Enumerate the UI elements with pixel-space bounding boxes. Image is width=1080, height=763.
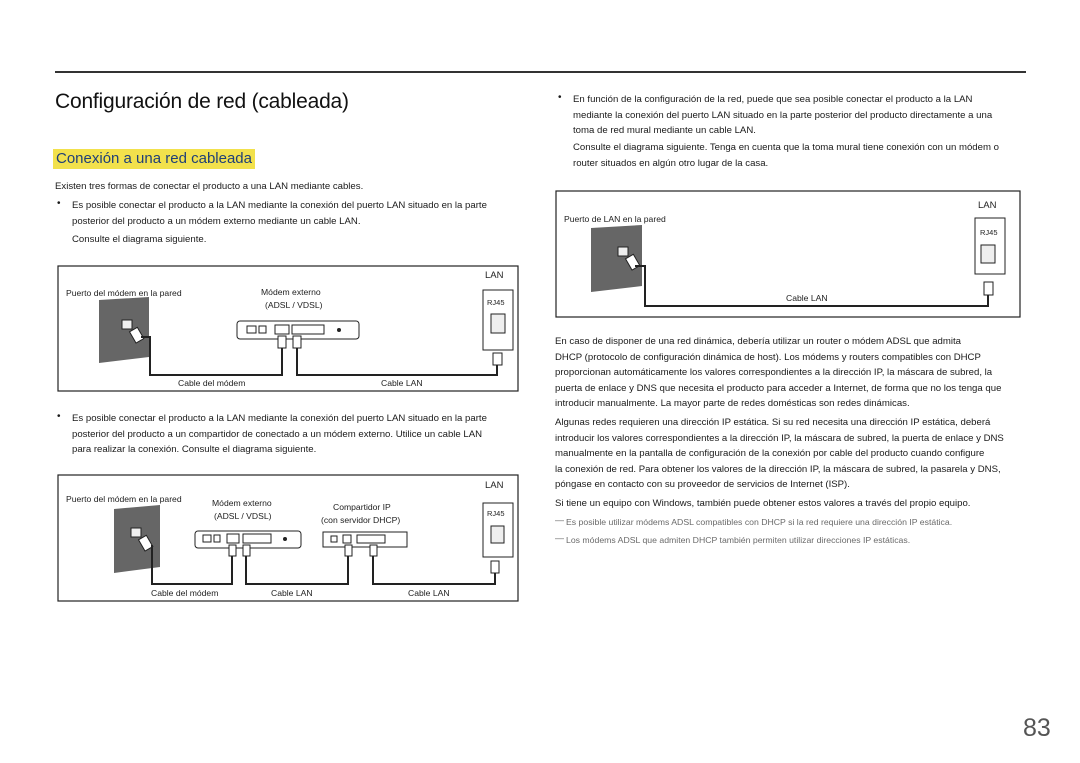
bullet1-line1: Es posible conectar el producto a la LAN mediante la conexión del puerto LAN situado en la parte [72, 200, 487, 211]
bullet3-sub [573, 140, 999, 171]
static-ip-paragraph [555, 415, 1004, 493]
sharer-label-1: Compartidor IP [333, 502, 391, 512]
rj45-label: RJ45 [980, 228, 998, 237]
para1-line: puerta de enlace y DNS que necesita el producto para acceder a Internet, de forma que no los tenga que [555, 382, 1002, 394]
lan-label: LAN [485, 480, 504, 491]
wall-image [114, 505, 160, 573]
wall-image [99, 297, 149, 363]
para1-line: En caso de disponer de una red dinámica, debería utilizar un router o módem ADSL que admita [555, 336, 962, 347]
rj45-label: RJ45 [487, 298, 505, 307]
modem-label-2: (ADSL / VDSL) [214, 511, 272, 521]
bullet-marker: • [558, 92, 562, 103]
cable-lan-label: Cable LAN [786, 293, 828, 303]
rj45-plug [491, 561, 499, 573]
para2-line: Algunas redes requieren una dirección IP estática. Si su red necesita una dirección IP estática, deberá [555, 417, 991, 428]
lan-label: LAN [978, 200, 997, 211]
wall-label: Puerto de LAN en la pared [564, 214, 666, 224]
wall-port [122, 320, 132, 329]
top-rule [55, 71, 1026, 73]
para1-line: proporcionan automáticamente los valores correspondientes a la dirección IP, la máscara de subred, la [555, 367, 993, 379]
intro-text: Existen tres formas de conectar el producto a una LAN mediante cables. [55, 181, 364, 192]
windows-paragraph: Si tiene un equipo con Windows, también puede obtener estos valores a través del propio equipo. [555, 498, 971, 509]
cable-lan-label-1: Cable LAN [271, 588, 313, 598]
cable-modem-label: Cable del módem [178, 378, 246, 388]
modem-label-1: Módem externo [261, 287, 321, 297]
wall-port [131, 528, 141, 537]
bullet-marker: • [57, 411, 61, 422]
bullet1-line2: posterior del producto a un módem externo mediante un cable LAN. [72, 215, 361, 227]
wall-label: Puerto del módem en la pared [66, 494, 182, 504]
bullet-marker: • [57, 198, 61, 209]
cable-modem-label: Cable del módem [151, 588, 219, 598]
note-1: Es posible utilizar módems ADSL compatibles con DHCP si la red requiere una dirección IP estática. [566, 517, 953, 527]
bullet2-line1: Es posible conectar el producto a la LAN mediante la conexión del puerto LAN situado en la parte [72, 413, 487, 424]
diagram-wall [555, 190, 1021, 318]
cable-lan-label-2: Cable LAN [408, 588, 450, 598]
para1-line: DHCP (protocolo de configuración dinámica de host). Los módems y routers compatibles con DHCP [555, 351, 981, 363]
para1-line: introducir manualmente. La mayor parte de redes domésticas son redes dinámicas. [555, 398, 910, 410]
dynamic-network-paragraph [555, 334, 1001, 412]
modem-plug-2 [293, 336, 301, 348]
lan-label: LAN [485, 270, 504, 281]
bullet1-sub: Consulte el diagrama siguiente. [72, 234, 207, 245]
diagram-sharer [57, 474, 519, 602]
bullet2-text [72, 411, 487, 458]
note-2: Los módems ADSL que admiten DHCP también permiten utilizar direcciones IP estáticas. [566, 535, 911, 545]
cable-lan-label: Cable LAN [381, 378, 423, 388]
note-marker: ― [555, 533, 564, 543]
bullet3-line1: En función de la configuración de la red, puede que sea posible conectar el producto a la LAN [573, 94, 973, 105]
para2-line: introducir los valores correspondientes a la dirección IP, la máscara de subred, la puerta de enlace y DNS [555, 432, 1004, 444]
bullet3-sub-line2: router situados en algún otro lugar de la casa. [573, 157, 769, 169]
diagram-modem [57, 265, 519, 393]
page-number: 83 [1023, 714, 1051, 742]
rj45-port [491, 526, 504, 543]
section-heading: Conexión a una red cableada [53, 149, 255, 169]
bullet3-line2: mediante la conexión del puerto LAN situado en la parte posterior del producto directamente a una [573, 109, 993, 121]
bullet2-line2: posterior del producto a un compartidor de conectado a un módem externo. Utilice un cable LAN [72, 428, 483, 440]
para2-line: póngase en contacto con su proveedor de servicios de Internet (ISP). [555, 479, 850, 491]
wall-port [618, 247, 628, 256]
rj45-plug [984, 282, 993, 295]
rj45-port [491, 314, 505, 333]
bullet3-sub-line1: Consulte el diagrama siguiente. Tenga en cuenta que la toma mural tiene conexión con un módem o [573, 142, 999, 153]
para2-line: manualmente en la pantalla de configuración de la conexión por cable del producto cuando configure [555, 448, 985, 460]
para2-line: la conexión de red. Para obtener los valores de la dirección IP, la máscara de subred, la pasarela y DNS, [555, 463, 1001, 475]
bullet3-text [573, 92, 992, 139]
rj45-label: RJ45 [487, 509, 505, 518]
bullet1-text [72, 198, 487, 229]
modem-label-1: Módem externo [212, 498, 272, 508]
rj45-plug [493, 353, 502, 365]
modem-label-2: (ADSL / VDSL) [265, 300, 323, 310]
modem-plug-1 [278, 336, 286, 348]
wall-label: Puerto del módem en la pared [66, 288, 182, 298]
bullet3-line3: toma de red mural mediante un cable LAN. [573, 125, 756, 137]
sharer-label-2: (con servidor DHCP) [321, 515, 401, 525]
page-title: Configuración de red (cableada) [55, 90, 349, 113]
bullet2-line3: para realizar la conexión. Consulte el diagrama siguiente. [72, 444, 317, 456]
rj45-port [981, 245, 995, 263]
note-marker: ― [555, 515, 564, 525]
